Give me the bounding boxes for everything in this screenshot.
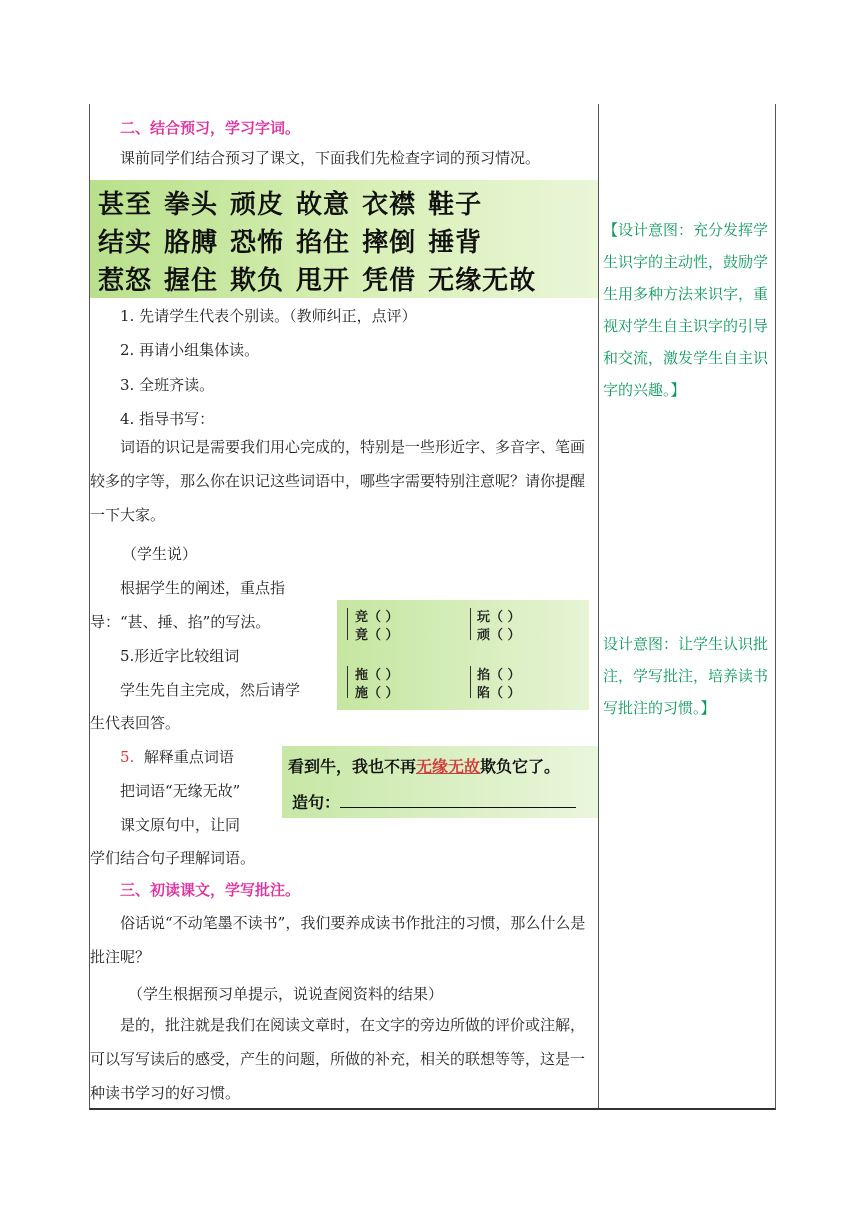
section3-paragraph-1: 俗话说“不动笔墨不读书”，我们要养成读书作批注的习惯，那么什么是批注呢？ bbox=[90, 914, 586, 966]
compare-b1: 玩（ ） bbox=[477, 610, 521, 625]
compare-b2: 顽（ ） bbox=[477, 628, 521, 643]
compare-d1: 掐（ ） bbox=[477, 668, 521, 683]
memory-paragraph: 词语的识记是需要我们用心完成的，特别是一些形近字、多音字、笔画较多的字等，那么你在识记这些词语中，哪些字需要特别注意呢？请你提醒一下大家。 bbox=[90, 438, 586, 524]
similar-char-panel bbox=[337, 600, 589, 710]
vocab-row-3: 惹怒 握住 欺负 甩开 凭借 无缘无故 bbox=[98, 266, 537, 296]
compare-d2: 陷（ ） bbox=[477, 686, 521, 701]
step-3: 3. 全班齐读。 bbox=[120, 376, 215, 394]
compare-a1: 竞（ ） bbox=[355, 610, 399, 625]
explain-title: 解释重点词语 bbox=[143, 748, 234, 766]
compare-line-1: 学生先自主完成，然后请学 bbox=[120, 681, 301, 699]
compare-line-2: 生代表回答。 bbox=[90, 714, 181, 732]
original-sentence: 看到牛，我也不再无缘无故欺负它了。 bbox=[288, 757, 561, 776]
vocab-panel bbox=[90, 180, 598, 298]
compare-c2: 施（ ） bbox=[355, 686, 399, 701]
section2-intro: 课前同学们结合预习了课文，下面我们先检查字词的预习情况。 bbox=[120, 149, 541, 167]
compare-heading: 5.形近字比较组词 bbox=[120, 647, 240, 665]
student-says: （学生说） bbox=[122, 545, 198, 563]
vocab-row-1: 甚至 拳头 顽皮 故意 衣襟 鞋子 bbox=[98, 190, 483, 220]
make-sentence-blank bbox=[340, 793, 576, 808]
section3-heading: 三、初读课文，学写批注。 bbox=[120, 881, 301, 899]
vocab-row-2: 结实 胳膊 恐怖 掐住 摔倒 捶背 bbox=[98, 228, 483, 258]
explain-number: 5. bbox=[120, 748, 135, 766]
explain-line-3: 学们结合句子理解词语。 bbox=[90, 849, 256, 867]
step-1: 1. 先请学生代表个别读。（教师纠正，点评） bbox=[120, 307, 417, 325]
section2-heading: 二、结合预习，学习字词。 bbox=[120, 119, 301, 137]
section3-paragraph-2: （学生根据预习单提示，说说查阅资料的结果） bbox=[128, 985, 444, 1003]
column-divider bbox=[598, 104, 599, 1108]
sentence-panel bbox=[282, 746, 598, 818]
compare-c1: 拖（ ） bbox=[355, 668, 399, 683]
design-note-2: 设计意图：让学生认识批注，学写批注，培养读书写批注的习惯。】 bbox=[603, 635, 769, 717]
step-4: 4. 指导书写： bbox=[120, 410, 215, 428]
explain-heading bbox=[120, 747, 234, 767]
compare-a2: 竟（ ） bbox=[355, 628, 399, 643]
key-phrase: 无缘无故 bbox=[416, 757, 481, 776]
design-note-1: 【设计意图：充分发挥学生识字的主动性，鼓励学生用多种方法来识字，重视对学生自主识字的引导和交流，激发学生自主识字的兴趣。】 bbox=[603, 221, 769, 399]
explain-line-1: 把词语“无缘无故” bbox=[120, 782, 241, 800]
explain-line-2: 课文原句中，让同 bbox=[120, 816, 241, 834]
guide-line-1: 根据学生的阐述，重点指 bbox=[120, 579, 286, 597]
step-2: 2. 再请小组集体读。 bbox=[120, 341, 260, 359]
section3-paragraph-3: 是的，批注就是我们在阅读文章时，在文字的旁边所做的评价或注解，可以写写读后的感受，产生的问题，所做的补充，相关的联想等等，这是一种读书学习的好习惯。 bbox=[90, 1016, 586, 1102]
make-sentence: 造句： bbox=[292, 790, 576, 813]
guide-line-2: 导：“甚、捶、掐”的写法。 bbox=[90, 613, 271, 631]
